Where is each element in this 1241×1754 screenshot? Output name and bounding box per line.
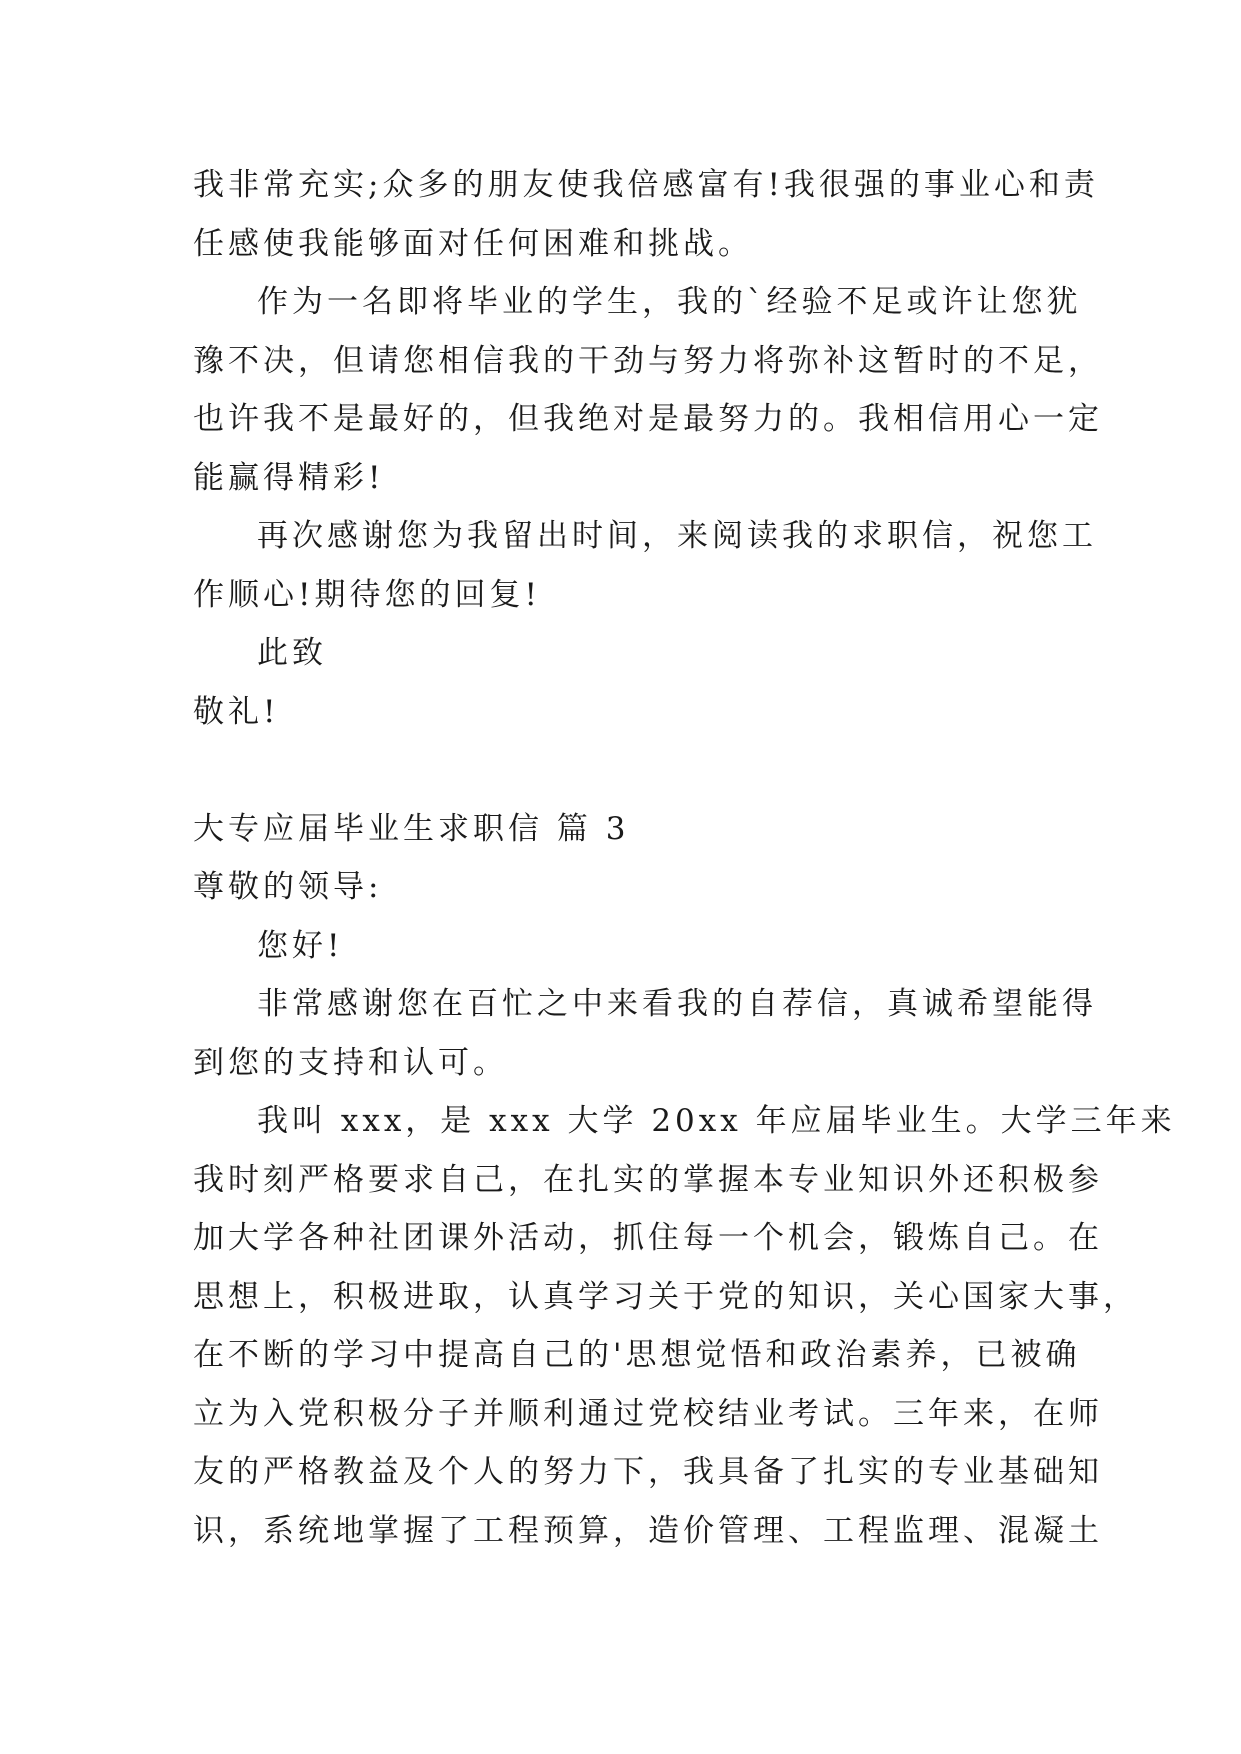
body-line: 识，系统地掌握了工程预算，造价管理、工程监理、混凝土	[193, 1512, 1103, 1549]
greeting-line: 您好!	[257, 927, 344, 964]
body-line: 豫不决，但请您相信我的干劲与努力将弥补这暂时的不足，	[193, 342, 1103, 379]
body-line: 我时刻严格要求自己，在扎实的掌握本专业知识外还积极参	[193, 1161, 1103, 1198]
body-line: 在不断的学习中提高自己的'思想觉悟和政治素养，已被确	[193, 1337, 1081, 1373]
body-line: 友的严格教益及个人的努力下，我具备了扎实的专业基础知	[193, 1454, 1103, 1490]
body-line: 思想上，积极进取，认真学习关于党的知识，关心国家大事，	[193, 1278, 1138, 1315]
body-line: 到您的支持和认可。	[193, 1044, 508, 1081]
section-title: 大专应届毕业生求职信 篇 3	[193, 810, 630, 847]
paragraph-start-line: 作为一名即将毕业的学生，我的`经验不足或许让您犹	[257, 284, 1082, 320]
paragraph-start-line: 我叫 xxx，是 xxx 大学 20xx 年应届毕业生。大学三年来	[257, 1103, 1176, 1139]
body-line: 能赢得精彩!	[193, 459, 385, 496]
section-gap	[193, 741, 1053, 800]
body-line: 作顺心!期待您的回复!	[193, 576, 541, 613]
body-line: 加大学各种社团课外活动，抓住每一个机会，锻炼自己。在	[193, 1220, 1103, 1256]
closing-line: 此致	[257, 635, 327, 671]
letter-body	[193, 156, 1176, 1560]
body-line: 也许我不是最好的，但我绝对是最努力的。我相信用心一定	[193, 401, 1103, 437]
salutation-line: 敬礼!	[193, 693, 280, 730]
body-line: 任感使我能够面对任何困难和挑战。	[193, 225, 753, 262]
paragraph-start-line: 再次感谢您为我留出时间，来阅读我的求职信，祝您工	[257, 518, 1097, 554]
greeting-line: 尊敬的领导:	[193, 869, 383, 905]
paragraph-start-line: 非常感谢您在百忙之中来看我的自荐信，真诚希望能得	[257, 986, 1097, 1022]
body-line: 我非常充实;众多的朋友使我倍感富有!我很强的事业心和责	[193, 167, 1099, 203]
body-line: 立为入党积极分子并顺利通过党校结业考试。三年来，在师	[193, 1395, 1103, 1432]
